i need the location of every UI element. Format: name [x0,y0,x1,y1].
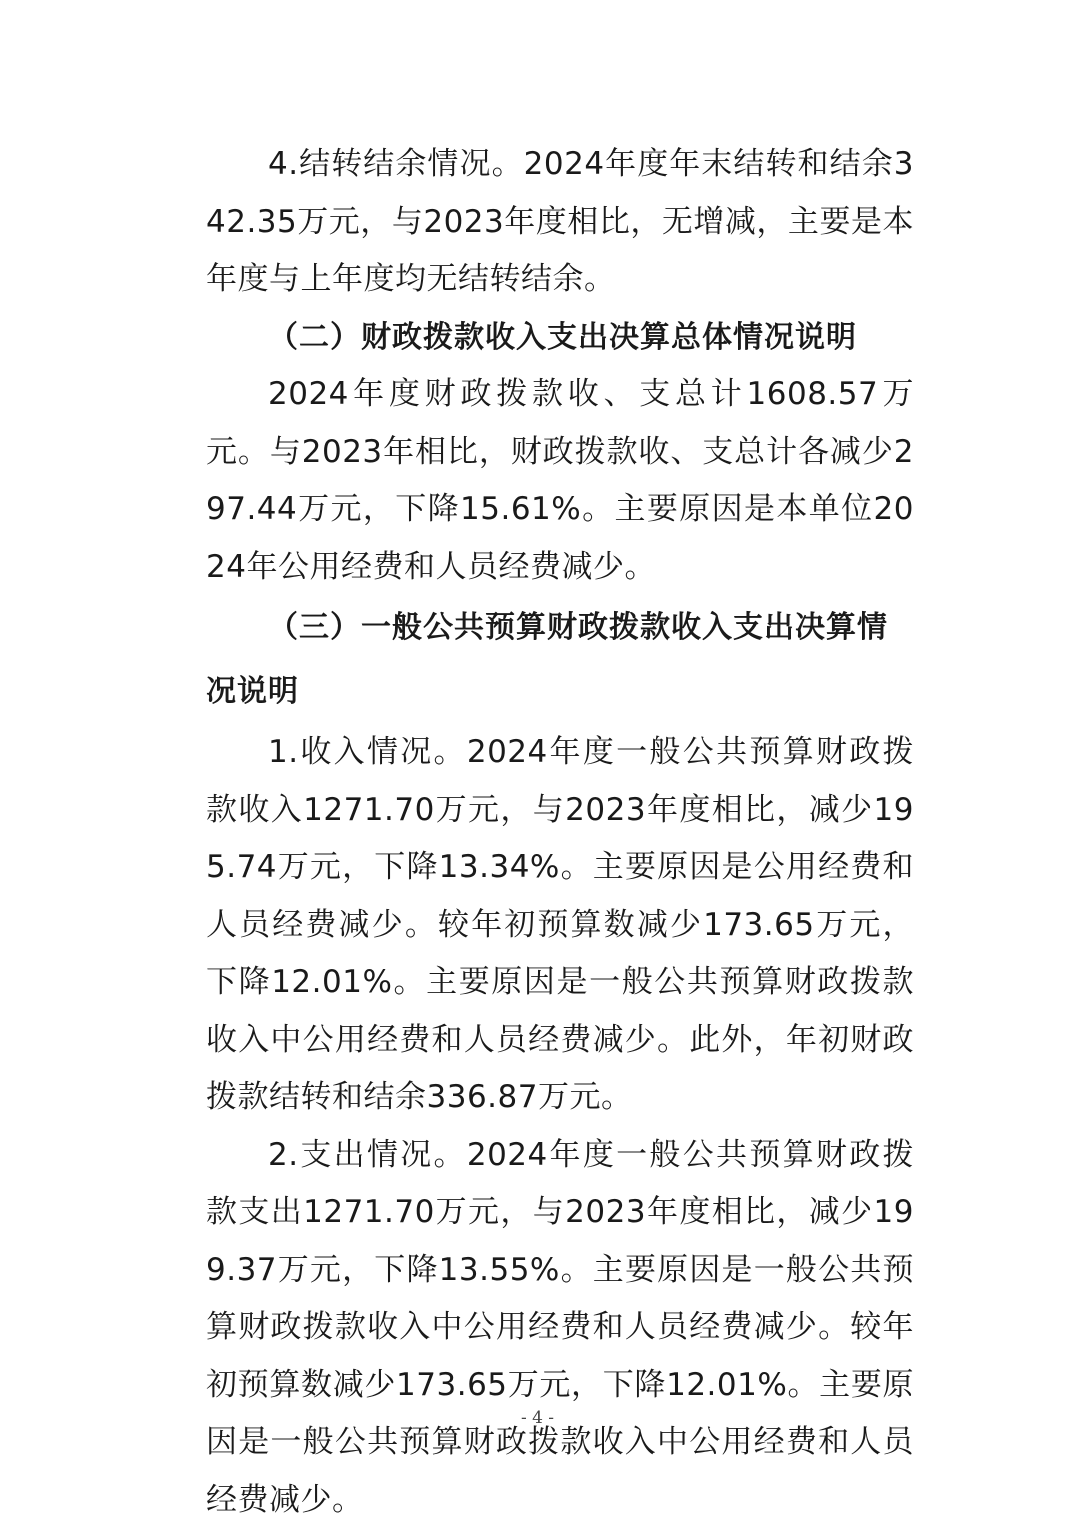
section-heading-fiscal-appropriation-overall: （二）财政拨款收入支出决算总体情况说明 [206,309,914,367]
paragraph-carryover-balance: 4.结转结余情况。2024年度年末结转和结余342.35万元，与2023年度相比，无增减，主要是本年度与上年度均无结转结余。 [206,136,914,309]
paragraph-fiscal-appropriation-total: 2024年度财政拨款收、支总计1608.57万元。与2023年相比，财政拨款收、支总计各减少297.44万元，下降15.61%。主要原因是本单位2024年公用经费和人员经费减少。 [206,366,914,596]
section-heading-general-public-budget: （三）一般公共预算财政拨款收入支出决算情况说明 [206,596,914,724]
document-body [206,136,914,1529]
paragraph-income-situation: 1.收入情况。2024年度一般公共预算财政拨款收入1271.70万元，与2023年度相比，减少195.74万元，下降13.34%。主要原因是公用经费和人员经费减少。较年初预算数减少173.65万元，下降12.01%。主要原因是一般公共预算财政拨款收入中公用经费和人员经费减少。此外，年初财政拨款结转和结余336.87万元。 [206,724,914,1127]
page-number: - 4 - [0,1408,1075,1428]
paragraph-expenditure-situation: 2.支出情况。2024年度一般公共预算财政拨款支出1271.70万元，与2023年度相比，减少199.37万元，下降13.55%。主要原因是一般公共预算财政拨款收入中公用经费和人员经费减少。较年初预算数减少173.65万元，下降12.01%。主要原因是一般公共预算财政拨款收入中公用经费和人员经费减少。 [206,1127,914,1529]
